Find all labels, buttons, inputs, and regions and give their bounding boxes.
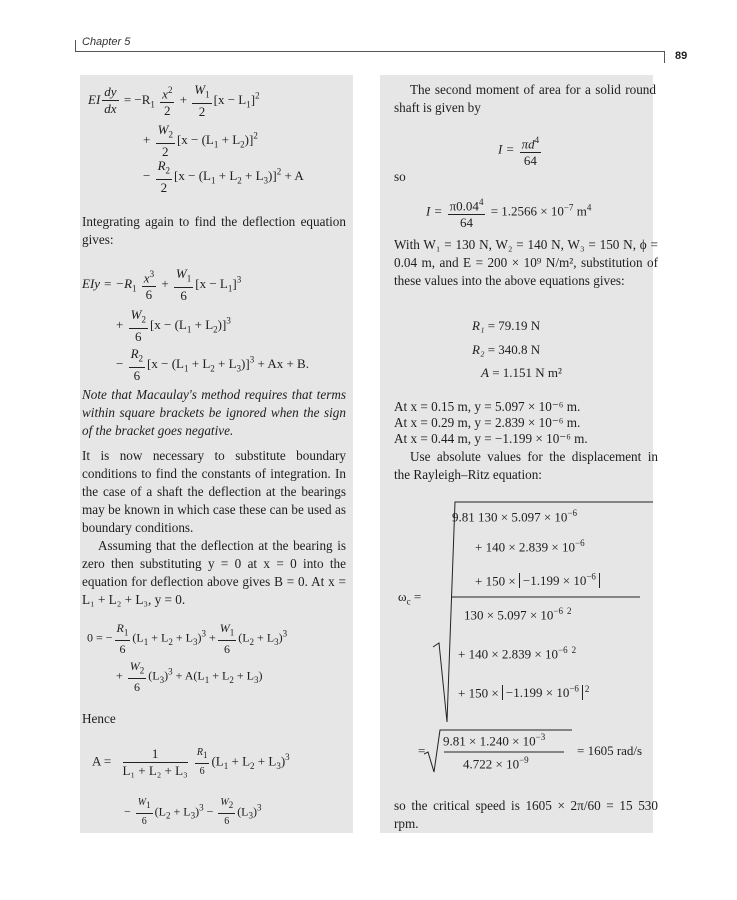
- result-r2: R₂ = 340.8 N: [472, 342, 541, 357]
- paragraph-second-moment: The second moment of area for a solid round shaft is given by: [394, 82, 656, 115]
- deflection-x-0-15: At x = 0.15 m, y = 5.097 × 10⁻⁶ m.: [394, 399, 581, 414]
- paragraph-boundary-conditions: It is now necessary to substitute boundary conditions to find the constants of integration. In the case of a shaft the deflection at the bearings may be known in which case these can be used as boundary conditions.: [82, 448, 346, 535]
- equation-eiy-line-2: + $\frac{W_2}{6}$ $[x - (L_1 + L_2)]^3$: [116, 307, 231, 344]
- paragraph-use-absolute: Use absolute values for the displacement in the Rayleigh–Ritz equation:: [394, 449, 658, 482]
- rr-denominator-line-2: + $140 \times 2.839 \times 10^{-6}$ $^2$: [458, 645, 577, 662]
- paragraph-with-values: With W₁ = 130 N, W₂ = 140 N, W₃ = 150 N, ϕ = 0.04 m, and E = 200 × 10⁹ N/m², substitution of these values into the above equations gives:: [394, 237, 658, 288]
- omega-c-label: $\omega_c$ =: [398, 589, 422, 607]
- equation-a-line-1: A = $\frac{1}{\text{L₁ + L₂ + L₃}}$ $\frac{R_1}{6}$ $(L_1 + L_2 + L_3)^3$: [92, 746, 290, 778]
- result-denominator: $4.722 \times 10^{-9}$: [463, 755, 529, 772]
- result-value: = 1605 rad/s: [577, 743, 643, 758]
- equation-zero-line-1: 0 = − $\frac{R_1}{6}$ $(L_1 + L_2 + L_3)^3$ + $\frac{W_1}{6}$ $(L_2 + L_3)^3$: [87, 621, 288, 657]
- equation-dy-dx-line-1: EI $\frac{dy}{dx}$ = $-R_1$ $\frac{x^2}{2}$ + $\frac{W_1}{2}$ $[x - L_1]^2$: [88, 82, 260, 119]
- paragraph-assuming: Assuming that the deflection at the bearing is zero then substituting y = 0 at x = 0 into the equation for deflection above gives B = 0. At x = L₁ + L₂ + L₃, y = 0.: [82, 538, 346, 607]
- equation-i-value: I = $\frac{\pi 0.04^4}{64}$ = $1.2566 \times 10^{-7}$ $m^4$: [426, 194, 591, 231]
- equation-i-formula: I = $\frac{\pi d^4}{64}$: [498, 132, 543, 169]
- result-numerator: $9.81 \times 1.240 \times 10^{-3}$: [443, 732, 546, 749]
- result-equals: =: [418, 743, 426, 758]
- note-macaulay: Note that Macaulay's method requires that terms within square brackets be ignored when the sign of the bracket goes negative.: [82, 387, 346, 438]
- rr-numerator-line-3: + $150 \times -1.199 \times 10^{-6}$: [475, 572, 600, 589]
- equation-eiy-line-3: − $\frac{R_2}{6}$ $[x - (L_1 + L_2 + L_3)]^3 + Ax + B$.: [116, 346, 309, 383]
- equation-a-line-2: − $\frac{W_1}{6}$ $(L_2 + L_3)^3$ − $\frac{W_2}{6}$ $(L_3)^3$: [124, 797, 262, 827]
- deflection-x-0-44: At x = 0.44 m, y = −1.199 × 10⁻⁶ m.: [394, 431, 588, 446]
- paragraph-critical-speed: so the critical speed is 1605 × 2π/60 = 15 530 rpm.: [394, 798, 658, 831]
- hence-label: Hence: [82, 711, 116, 726]
- page-number: 89: [675, 50, 688, 62]
- rr-denominator-line-1: $130 \times 5.097 \times 10^{-6}$ $^2$: [464, 606, 572, 623]
- so-label: so: [394, 169, 406, 184]
- equation-dy-dx-line-3: − $\frac{R_2}{2}$ $[x - (L_1 + L_2 + L_3)]^2 + A$: [143, 158, 304, 195]
- equation-dy-dx-line-2: + $\frac{W_2}{2}$ $[x - (L_1 + L_2)]^2$: [143, 122, 258, 159]
- rr-numerator-line-1: 9.81 $130 \times 5.097 \times 10^{-6}$: [452, 508, 577, 525]
- rr-numerator-line-2: + $140 \times 2.839 \times 10^{-6}$: [475, 538, 585, 555]
- header-rule-tick-right: [664, 51, 665, 63]
- rr-denominator-line-3: + $150 \times -1.199 \times 10^{-6}$ $^2$: [458, 684, 590, 701]
- result-a: A = 1.151 N m²: [481, 365, 562, 380]
- equation-zero-line-2: + $\frac{W_2}{6}$ $(L_3)^3 + A(L_1 + L_2 + L_3)$: [116, 659, 263, 695]
- paragraph-integrating: Integrating again to find the deflection equation gives:: [82, 214, 346, 247]
- chapter-label: Chapter 5: [82, 36, 131, 48]
- header-rule: [75, 51, 664, 52]
- equation-eiy-line-1: EIy = $-R_1$ $\frac{x^3}{6}$ + $\frac{W_1}{6}$ $[x - L_1]^3$: [82, 266, 242, 303]
- result-r1: R₁ = 79.19 N: [472, 318, 541, 333]
- deflection-x-0-29: At x = 0.29 m, y = 2.839 × 10⁻⁶ m.: [394, 415, 581, 430]
